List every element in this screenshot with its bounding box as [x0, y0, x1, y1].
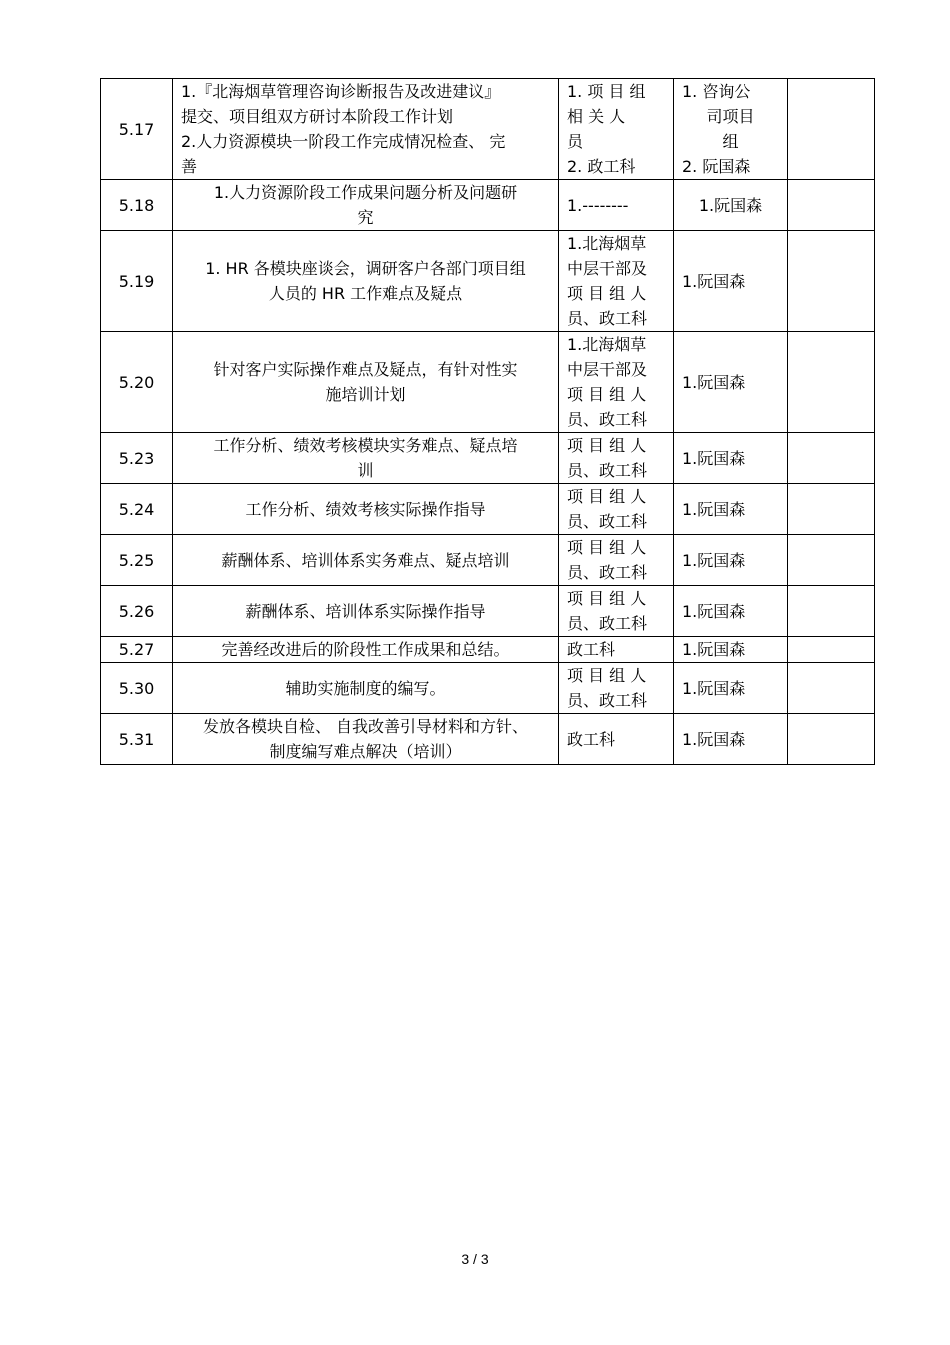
responsible-line: 1.阮国森 — [682, 499, 746, 519]
task-cell — [173, 637, 559, 663]
date-cell: 5.27 — [101, 637, 173, 663]
task-cell — [173, 586, 559, 637]
participants-line: 员、政工科 — [567, 563, 648, 582]
participants-line: 项 目 组 人 — [567, 666, 647, 685]
responsible-cell — [674, 79, 788, 180]
participants-cell — [559, 180, 674, 231]
participants-line: 项 目 组 人 — [567, 284, 647, 303]
table-row — [101, 586, 875, 637]
date-cell: 5.17 — [101, 79, 173, 180]
responsible-cell — [674, 180, 788, 231]
participants-line: 1.北海烟草 — [567, 335, 647, 354]
responsible-line: 1.阮国森 — [682, 640, 746, 659]
table-row — [101, 484, 875, 535]
date-cell: 5.24 — [101, 484, 173, 535]
task-line: 发放各模块自检、 自我改善引导材料和方针、 — [202, 717, 529, 736]
date-cell: 5.18 — [101, 180, 173, 231]
participants-cell — [559, 484, 674, 535]
task-line: 工作分析、绩效考核模块实务难点、疑点培 — [213, 436, 518, 455]
task-line: 1. HR 各模块座谈会，调研客户各部门项目组 — [205, 259, 526, 278]
schedule-table-body — [101, 79, 875, 765]
participants-line: 员、政工科 — [567, 309, 648, 328]
remarks-cell — [788, 79, 875, 180]
table-row — [101, 714, 875, 765]
responsible-cell — [674, 484, 788, 535]
participants-line: 1.-------- — [567, 195, 629, 215]
task-line: 薪酬体系、培训体系实务难点、疑点培训 — [221, 550, 510, 570]
participants-line: 员、政工科 — [567, 691, 648, 710]
responsible-cell — [674, 433, 788, 484]
task-line: 工作分析、绩效考核实际操作指导 — [245, 499, 486, 519]
task-line: 2.人力资源模块一阶段工作完成情况检查、 完 — [181, 132, 506, 151]
participants-line: 相 关 人 — [567, 107, 626, 126]
participants-line: 政工科 — [567, 729, 616, 749]
responsible-cell — [674, 714, 788, 765]
participants-line: 2. 政工科 — [567, 157, 636, 176]
task-line: 善 — [181, 157, 198, 176]
responsible-cell — [674, 535, 788, 586]
responsible-line: 2. 阮国森 — [682, 157, 751, 176]
participants-line: 项 目 组 人 — [567, 589, 647, 608]
participants-cell — [559, 231, 674, 332]
task-line: 训 — [357, 461, 374, 480]
date-cell: 5.19 — [101, 231, 173, 332]
task-cell — [173, 332, 559, 433]
task-line: 1.『北海烟草管理咨询诊断报告及改进建议』 — [181, 82, 501, 101]
date-cell: 5.30 — [101, 663, 173, 714]
task-line: 人员的 HR 工作难点及疑点 — [268, 284, 463, 303]
task-line: 完善经改进后的阶段性工作成果和总结。 — [221, 640, 510, 659]
date-cell: 5.20 — [101, 332, 173, 433]
remarks-cell — [788, 231, 875, 332]
responsible-line: 司项目 — [706, 107, 755, 126]
table-row — [101, 180, 875, 231]
participants-cell — [559, 586, 674, 637]
task-line: 施培训计划 — [325, 385, 406, 404]
participants-line: 员、政工科 — [567, 461, 648, 480]
responsible-line: 1.阮国森 — [682, 271, 746, 291]
table-row — [101, 231, 875, 332]
schedule-table — [100, 78, 875, 765]
responsible-cell — [674, 586, 788, 637]
participants-line: 项 目 组 人 — [567, 487, 647, 506]
date-cell: 5.31 — [101, 714, 173, 765]
participants-line: 项 目 组 人 — [567, 385, 647, 404]
task-cell — [173, 180, 559, 231]
date-cell: 5.25 — [101, 535, 173, 586]
table-row — [101, 332, 875, 433]
table-row — [101, 663, 875, 714]
task-line: 薪酬体系、培训体系实际操作指导 — [245, 601, 486, 621]
participants-line: 员、政工科 — [567, 410, 648, 429]
task-cell — [173, 433, 559, 484]
participants-line: 员、政工科 — [567, 512, 648, 531]
responsible-line: 1.阮国森 — [682, 678, 746, 698]
task-cell — [173, 484, 559, 535]
responsible-line: 1.阮国森 — [682, 601, 746, 621]
table-row — [101, 79, 875, 180]
participants-line: 1.北海烟草 — [567, 234, 647, 253]
remarks-cell — [788, 535, 875, 586]
remarks-cell — [788, 714, 875, 765]
participants-cell — [559, 663, 674, 714]
table-row — [101, 433, 875, 484]
task-line: 究 — [357, 208, 374, 227]
task-cell — [173, 535, 559, 586]
date-cell: 5.23 — [101, 433, 173, 484]
page-number: 3 / 3 — [461, 1251, 489, 1267]
remarks-cell — [788, 586, 875, 637]
participants-cell — [559, 332, 674, 433]
task-line: 1.人力资源阶段工作成果问题分析及问题研 — [213, 183, 518, 202]
participants-line: 政工科 — [567, 640, 616, 659]
participants-line: 中层干部及 — [567, 259, 648, 278]
participants-cell — [559, 535, 674, 586]
responsible-line: 1.阮国森 — [682, 729, 746, 749]
participants-cell — [559, 714, 674, 765]
table-row — [101, 637, 875, 663]
participants-line: 项 目 组 人 — [567, 538, 647, 557]
participants-cell — [559, 79, 674, 180]
date-cell: 5.26 — [101, 586, 173, 637]
responsible-line: 1.阮国森 — [682, 448, 746, 468]
task-line: 辅助实施制度的编写。 — [285, 678, 446, 698]
remarks-cell — [788, 433, 875, 484]
task-line: 提交、项目组双方研讨本阶段工作计划 — [181, 107, 454, 126]
remarks-cell — [788, 180, 875, 231]
responsible-cell — [674, 637, 788, 663]
participants-line: 1. 项 目 组 — [567, 82, 646, 101]
task-cell — [173, 714, 559, 765]
remarks-cell — [788, 484, 875, 535]
task-line: 制度编写难点解决（培训） — [269, 742, 462, 761]
responsible-line: 1.阮国森 — [682, 550, 746, 570]
remarks-cell — [788, 663, 875, 714]
task-cell — [173, 79, 559, 180]
participants-line: 中层干部及 — [567, 360, 648, 379]
remarks-cell — [788, 637, 875, 663]
responsible-line: 1.阮国森 — [682, 372, 746, 392]
participants-cell — [559, 433, 674, 484]
responsible-cell — [674, 663, 788, 714]
task-cell — [173, 231, 559, 332]
participants-line: 员、政工科 — [567, 614, 648, 633]
participants-cell — [559, 637, 674, 663]
responsible-cell — [674, 231, 788, 332]
responsible-cell — [674, 332, 788, 433]
responsible-line: 1. 咨询公 — [682, 82, 751, 101]
responsible-line: 组 — [722, 132, 739, 151]
table-row — [101, 535, 875, 586]
participants-line: 项 目 组 人 — [567, 436, 647, 455]
task-cell — [173, 663, 559, 714]
responsible-line: 1.阮国森 — [698, 195, 763, 215]
task-line: 针对客户实际操作难点及疑点，有针对性实 — [213, 360, 518, 379]
remarks-cell — [788, 332, 875, 433]
participants-line: 员 — [567, 132, 584, 151]
